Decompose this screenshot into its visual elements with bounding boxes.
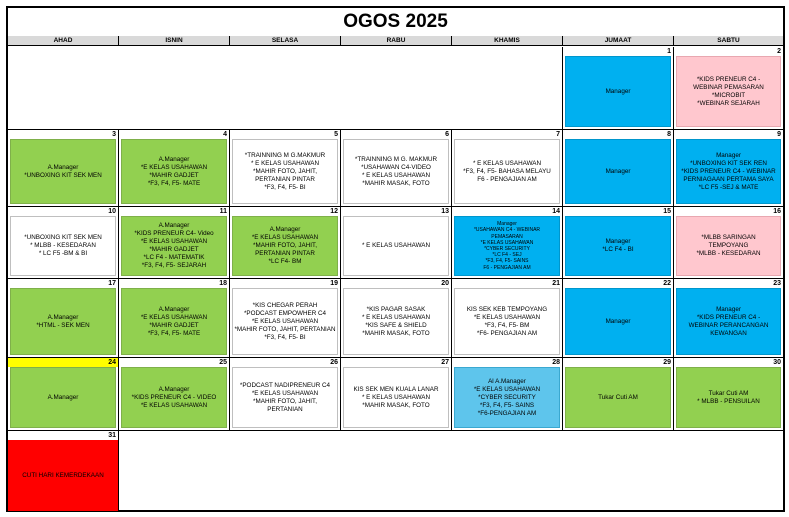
event-line: A.Manager [158, 155, 190, 163]
day-cell-24[interactable] [8, 358, 119, 431]
event-line: *E KELAS USAHAWAN [480, 239, 534, 246]
event-line: A.Manager [47, 313, 79, 321]
event-line: *WEBINAR SEJARAH [697, 99, 760, 107]
event-line: *TRAINNING M G. MAKMUR [354, 155, 438, 163]
day-cell-12[interactable] [230, 207, 341, 279]
event-line: *CYBER SECURITY [478, 393, 536, 401]
day-event-box [565, 216, 671, 276]
event-line: *F6-PENGAJIAN AM [477, 409, 537, 417]
day-event-box [232, 288, 338, 355]
event-line: PERNIAGAAN PERTAMA SAYA [683, 175, 774, 183]
day-cell-8[interactable] [563, 130, 674, 207]
day-event-box [232, 367, 338, 428]
event-line: *LC F4 - BI [602, 246, 634, 253]
day-number: 30 [773, 359, 781, 366]
event-line: PEMASARAN [491, 233, 523, 240]
day-cell-25[interactable] [119, 358, 230, 431]
event-line: Al A.Manager [488, 377, 526, 385]
day-cell-14[interactable] [452, 207, 563, 279]
day-number: 9 [777, 131, 781, 138]
day-event-box [121, 216, 227, 276]
day-cell-18[interactable] [119, 279, 230, 358]
event-line: KEWANGAN [710, 329, 747, 337]
day-cell-13[interactable] [341, 207, 452, 279]
event-line: *UNBOXING KIT SEK REN [690, 159, 767, 167]
day-cell-19[interactable] [230, 279, 341, 358]
day-number: 14 [552, 208, 560, 215]
event-line: *KIDS PRENEUR C4- Video [134, 230, 214, 237]
event-line: *E KELAS USAHAWAN [140, 238, 208, 245]
day-number: 17 [108, 280, 116, 287]
event-line: *UNBOXING KIT SEK MEN [24, 234, 102, 241]
event-line: *KIS PAGAR SASAK [366, 305, 426, 313]
event-line: Tukar Cuti AM [598, 393, 638, 401]
day-event-box [676, 367, 781, 428]
event-line: *F6- PENGAJIAN AM [476, 329, 538, 337]
event-line: Manager [716, 305, 741, 313]
day-number: 31 [108, 432, 116, 439]
day-cell-27[interactable] [341, 358, 452, 431]
day-cell-22[interactable] [563, 279, 674, 358]
day-event-box [8, 440, 118, 511]
event-line: *E KELAS USAHAWAN [473, 385, 541, 393]
event-line: *MLBB SARINGAN [701, 234, 756, 241]
day-number: 10 [108, 208, 116, 215]
event-line: *F3, F4, F5- BAHASA MELAYU [463, 167, 551, 175]
day-event-box [343, 216, 449, 276]
event-line: *MAHIR GADJET [149, 321, 199, 329]
event-line: *E KELAS USAHAWAN [251, 317, 319, 325]
day-event-box [454, 288, 560, 355]
day-cell-5[interactable] [230, 130, 341, 207]
event-line: * E KELAS USAHAWAN [361, 242, 431, 249]
event-line: WEBINAR PERANCANGAN [688, 321, 769, 329]
day-number: 23 [773, 280, 781, 287]
event-line: *MAHIR FOTO, JAHIT, PERTANIAN [234, 325, 336, 333]
day-cell-20[interactable] [341, 279, 452, 358]
day-number: 29 [663, 359, 671, 366]
day-event-box [454, 139, 560, 204]
event-line: Tukar Cuti AM [708, 389, 749, 397]
day-cell-28[interactable] [452, 358, 563, 431]
day-number: 16 [773, 208, 781, 215]
day-cell-21[interactable] [452, 279, 563, 358]
event-line: *LC F4- BM [268, 258, 302, 265]
day-number: 19 [330, 280, 338, 287]
event-line: * MLBB - PENSUILAN [697, 397, 760, 405]
event-line: Manager [605, 87, 631, 95]
event-line: * E KELAS USAHAWAN [361, 313, 431, 321]
event-line: * MLBB - KESEDARAN [30, 242, 96, 249]
day-number: 26 [330, 359, 338, 366]
event-line: *MAHIR FOTO, JAHIT, [253, 397, 317, 405]
day-number: 21 [552, 280, 560, 287]
event-line: Manager [605, 167, 631, 175]
day-number: 24 [8, 358, 118, 367]
day-cell-10[interactable] [8, 207, 119, 279]
event-line: WEBINAR PEMASARAN [693, 83, 764, 91]
day-event-box [676, 216, 781, 276]
day-event-box [676, 288, 781, 355]
day-number: 11 [219, 208, 227, 215]
day-cell-17[interactable] [8, 279, 119, 358]
day-cell-7[interactable] [452, 130, 563, 207]
event-line: *E KELAS USAHAWAN [251, 389, 319, 397]
event-line: *USAHAWAN C4-VIDEO [361, 163, 431, 171]
day-number: 1 [667, 48, 671, 55]
event-line: Manager [605, 238, 631, 245]
day-number: 13 [441, 208, 449, 215]
event-line: PERTANIAN [267, 405, 303, 413]
event-line: A.Manager [47, 393, 79, 401]
day-number: 4 [223, 131, 227, 138]
event-line: TEMPOYANG [708, 242, 749, 249]
event-line: *TRAINNING M G.MAKMUR [244, 151, 326, 159]
event-line: *E KELAS USAHAWAN [140, 401, 208, 409]
event-line: F6 - PENGAJIAN AM [483, 264, 531, 271]
event-line: *MAHIR GADJET [149, 246, 199, 253]
day-cell-26[interactable] [230, 358, 341, 431]
event-line: *F3, F4, F5- BI [264, 333, 306, 341]
day-event-box [343, 367, 449, 428]
day-number: 25 [219, 359, 227, 366]
event-line: *MAHIR GADJET [149, 171, 199, 179]
event-line: Manager [497, 221, 517, 228]
event-line: *PODCAST NADIPRENEUR C4 [239, 381, 331, 389]
day-number: 27 [441, 359, 449, 366]
day-event-box [121, 288, 227, 355]
day-event-box [121, 139, 227, 204]
event-line: *E KELAS USAHAWAN [251, 234, 319, 241]
weekday-header-khamis: KHAMIS [452, 36, 563, 46]
event-line: *LC F5 -SEJ & MATE [698, 183, 759, 191]
weekday-header-rabu: RABU [341, 36, 452, 46]
weekday-header-sabtu: SABTU [674, 36, 783, 46]
event-line: *USAHAWAN C4 - WEBINAR [473, 227, 541, 234]
event-line: *F3, F4, F5- SEJARAH [141, 262, 207, 269]
day-cell-1[interactable] [563, 47, 674, 130]
event-line: PERTANIAN PINTAR [255, 250, 315, 257]
day-number: 18 [219, 280, 227, 287]
event-line: * E KELAS USAHAWAN [250, 159, 320, 167]
day-cell-6[interactable] [341, 130, 452, 207]
event-line: *MAHIR MASAK, FOTO [362, 401, 430, 409]
day-event-box [565, 139, 671, 204]
event-line: *E KELAS USAHAWAN [140, 163, 208, 171]
event-line: * E KELAS USAHAWAN [361, 171, 431, 179]
day-number: 15 [663, 208, 671, 215]
day-number: 5 [334, 131, 338, 138]
event-line: A.Manager [269, 226, 301, 233]
day-event-box [343, 139, 449, 204]
event-line: *F3, F4, F5- MATE [147, 329, 201, 337]
event-line: *UNBOXING KIT SEK MEN [24, 171, 102, 179]
weekday-header-isnin: ISNIN [119, 36, 230, 46]
day-cell-29[interactable] [563, 358, 674, 431]
event-line: *CYBER SECURITY [484, 246, 530, 252]
event-line: *KIDS PRENEUR C4 - [696, 75, 761, 83]
day-event-box [454, 216, 560, 276]
day-event-box [454, 367, 560, 428]
day-cell-9[interactable] [674, 130, 783, 207]
day-cell-11[interactable] [119, 207, 230, 279]
day-event-box [10, 288, 116, 355]
event-line: *PODCAST EMPOWHER C4 [243, 309, 327, 317]
event-line: CUTI HARI KEMERDEKAAN [22, 471, 104, 479]
day-cell-2[interactable] [674, 47, 783, 130]
event-line: *E KELAS USAHAWAN [473, 313, 541, 321]
event-line: *LC F4 - SEJ [492, 252, 522, 259]
event-line: A.Manager [158, 305, 190, 313]
day-event-box [10, 139, 116, 204]
day-number: 8 [667, 131, 671, 138]
weekday-header-jumaat: JUMAAT [563, 36, 674, 46]
day-number: 3 [112, 131, 116, 138]
day-event-box [10, 216, 116, 276]
event-line: KIS SEK MEN KUALA LANAR [353, 385, 439, 393]
day-number: 7 [556, 131, 560, 138]
event-line: *F3, F4, F5- SAINS [485, 258, 529, 265]
day-event-box [343, 288, 449, 355]
event-line: F6 - PENGAJIAN AM [477, 175, 537, 183]
event-line: *KIDS PRENEUR C4 - WEBINAR [681, 167, 776, 175]
day-number: 22 [663, 280, 671, 287]
day-cell-30[interactable] [674, 358, 783, 431]
calendar [6, 6, 785, 512]
day-event-box [565, 367, 671, 428]
day-cell-3[interactable] [8, 130, 119, 207]
event-line: *LC F4 - MATEMATIK [143, 254, 205, 261]
day-event-box [565, 288, 671, 355]
event-line: *MICROBIT [711, 91, 746, 99]
event-line: * E KELAS USAHAWAN [472, 159, 542, 167]
event-line: PERTANIAN PINTAR [255, 175, 315, 183]
event-line: *F3, F4, F5- BM [484, 321, 530, 329]
day-number: 20 [441, 280, 449, 287]
event-line: *MLBB - KESEDARAN [696, 250, 761, 257]
event-line: *KIDS PRENEUR C4 - [696, 313, 761, 321]
event-line: *KIDS PRENEUR C4 - VIDEO [131, 393, 217, 401]
event-line: *KIS CHEGAR PERAH [252, 301, 318, 309]
day-cell-4[interactable] [119, 130, 230, 207]
day-cell-15[interactable] [563, 207, 674, 279]
day-cell-31[interactable] [8, 431, 119, 512]
day-cell-16[interactable] [674, 207, 783, 279]
event-line: A.Manager [158, 222, 190, 229]
event-line: * LC F5 -BM & BI [38, 250, 88, 257]
day-event-box [565, 56, 671, 127]
event-line: *HTML - SEK MEN [36, 321, 90, 329]
day-event-box [676, 56, 781, 127]
event-line: * E KELAS USAHAWAN [361, 393, 431, 401]
event-line: *MAHIR MASAK, FOTO [362, 329, 430, 337]
day-event-box [232, 139, 338, 204]
event-line: *F3, F4, F5- SAINS [479, 401, 535, 409]
event-line: *F3, F4, F5- MATE [147, 179, 201, 187]
day-number: 28 [552, 359, 560, 366]
day-number: 12 [330, 208, 338, 215]
day-cell-23[interactable] [674, 279, 783, 358]
event-line: KIS SEK KEB TEMPOYANG [466, 305, 548, 313]
day-event-box [121, 367, 227, 428]
day-event-box [232, 216, 338, 276]
event-line: *KIS SAFE & SHIELD [365, 321, 427, 329]
day-number: 6 [445, 131, 449, 138]
event-line: *E KELAS USAHAWAN [140, 313, 208, 321]
calendar-title: OGOS 2025 [8, 8, 783, 37]
event-line: Manager [716, 151, 741, 159]
event-line: A.Manager [158, 385, 190, 393]
day-event-box [10, 367, 116, 428]
event-line: *MAHIR FOTO, JAHIT, [253, 242, 317, 249]
event-line: Manager [605, 317, 631, 325]
weekday-header-selasa: SELASA [230, 36, 341, 46]
weekday-header-ahad: AHAD [8, 36, 119, 46]
empty-cell [8, 47, 563, 130]
day-number: 2 [777, 48, 781, 55]
day-event-box [676, 139, 781, 204]
event-line: *MAHIR FOTO, JAHIT, [253, 167, 317, 175]
event-line: *MAHIR MASAK, FOTO [362, 179, 430, 187]
event-line: *F3, F4, F5- BI [264, 183, 306, 191]
event-line: A.Manager [47, 163, 79, 171]
